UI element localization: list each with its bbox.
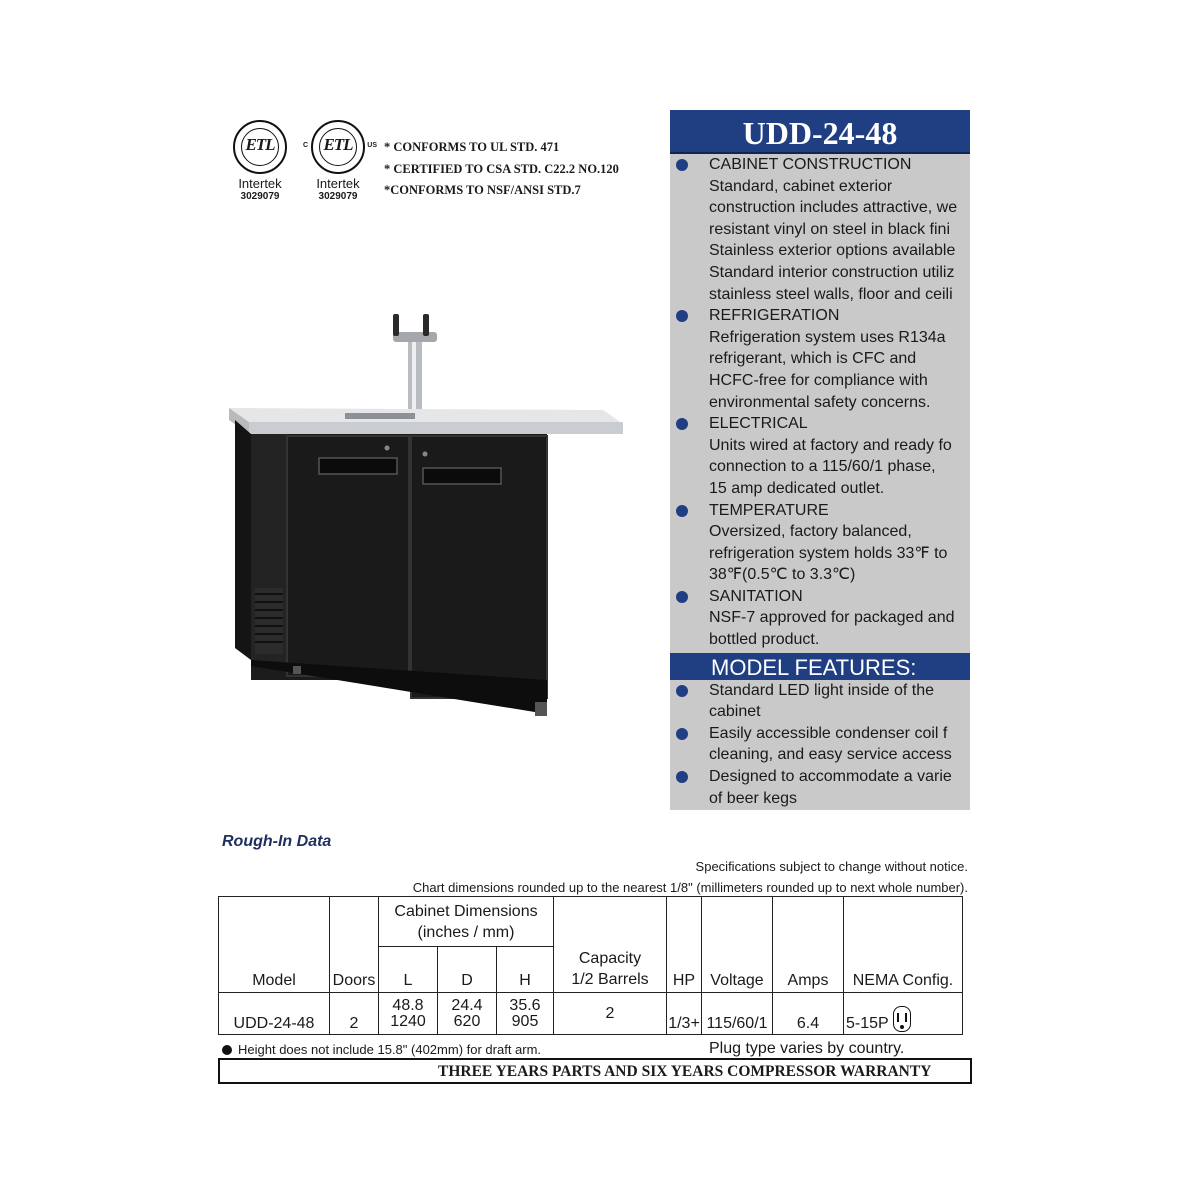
bullet-icon xyxy=(676,418,688,430)
height-note: Height does not include 15.8" (402mm) for draft arm. xyxy=(222,1042,541,1057)
feature-item: Standard LED light inside of the cabinet xyxy=(670,680,970,723)
plug-note: Plug type varies by country. xyxy=(709,1040,905,1057)
bullet-icon xyxy=(676,591,688,603)
etl-logo-sanitation xyxy=(230,120,290,202)
cert-line: * CERTIFIED TO CSA STD. C22.2 NO.120 xyxy=(384,161,619,176)
bullet-icon xyxy=(676,505,688,517)
spec-heading: CABINET CONSTRUCTION xyxy=(709,156,912,173)
rounding-notice: Chart dimensions rounded up to the nearest 1/8" (millimeters rounded up to next whole number). xyxy=(412,880,968,895)
bullet-icon xyxy=(676,159,688,171)
etl-mark-icon: ETL xyxy=(233,120,287,174)
cell-nema: 5-15P xyxy=(844,993,963,1035)
spec-section-temperature: TEMPERATURE Oversized, factory balanced, refrigeration system holds 33℉ to 38℉(0.5℃ to 3.3℃) xyxy=(670,500,970,586)
etl-mark-icon: C US ETL xyxy=(311,120,365,174)
spec-section-electrical: ELECTRICAL Units wired at factory and ready fo connection to a 115/60/1 phase, 15 amp dedicated outlet. xyxy=(670,413,970,499)
cert-line: * CONFORMS TO UL STD. 471 xyxy=(384,140,560,154)
dimensions-table xyxy=(218,896,963,1035)
cert-brand: Intertek xyxy=(238,176,282,191)
feature-item: Designed to accommodate a varie of beer kegs xyxy=(670,766,970,809)
col-header-h: H xyxy=(497,947,554,993)
cell-voltage: 115/60/1 xyxy=(702,993,773,1035)
spec-heading: ELECTRICAL xyxy=(709,415,808,433)
cell-h: 35.6 905 xyxy=(497,993,554,1035)
nema-plug-icon xyxy=(893,1006,911,1032)
cert-brand: Intertek xyxy=(316,176,360,191)
spec-section-sanitation: SANITATION NSF-7 approved for packaged and bottled product. xyxy=(670,586,970,651)
table-row xyxy=(219,993,963,1035)
cell-amps: 6.4 xyxy=(773,993,844,1035)
model-title: UDD-24-48 xyxy=(670,110,970,154)
spec-section-refrigeration: REFRIGERATION Refrigeration system uses R134a refrigerant, which is CFC and HCFC-free for compliance with environmental safety concerns. xyxy=(670,305,970,413)
cert-number: 3029079 xyxy=(318,191,358,202)
spec-section-cabinet: CABINET CONSTRUCTION Standard, cabinet exterior construction includes attractive, we resistant vinyl on steel in black fini Stainless exterior options available Standard interior construction utiliz stainless steel walls, floor and ceili xyxy=(670,154,970,305)
change-notice: Specifications subject to change without notice. xyxy=(695,859,968,874)
bullet-icon xyxy=(676,728,688,740)
cell-l: 48.8 1240 xyxy=(379,993,438,1035)
col-header-capacity: Capacity 1/2 Barrels xyxy=(554,897,667,993)
cell-model: UDD-24-48 xyxy=(219,993,330,1035)
etl-logo-listed xyxy=(303,120,377,202)
cell-doors: 2 xyxy=(330,993,379,1035)
spec-heading: SANITATION xyxy=(709,587,803,605)
bullet-icon xyxy=(676,685,688,697)
cell-d: 24.4 620 xyxy=(438,993,497,1035)
cell-hp: 1/3+ xyxy=(667,993,702,1035)
cert-line: *CONFORMS TO NSF/ANSI STD.7 xyxy=(384,183,581,197)
col-header-voltage: Voltage xyxy=(702,897,773,993)
feature-list xyxy=(670,680,970,810)
col-header-cabinet-dims: Cabinet Dimensions (inches / mm) xyxy=(379,897,554,947)
spec-heading: TEMPERATURE xyxy=(709,501,829,519)
col-header-nema: NEMA Config. xyxy=(844,897,963,993)
col-header-doors: Doors xyxy=(330,897,379,993)
warranty-banner: THREE YEARS PARTS AND SIX YEARS COMPRESSOR WARRANTY xyxy=(218,1058,972,1084)
col-header-d: D xyxy=(438,947,497,993)
cell-capacity: 2 xyxy=(554,993,667,1035)
product-image xyxy=(225,310,627,722)
col-header-l: L xyxy=(379,947,438,993)
feature-item: Easily accessible condenser coil f cleaning, and easy service access xyxy=(670,723,970,766)
spec-column xyxy=(670,110,970,810)
spec-heading: REFRIGERATION xyxy=(709,307,840,325)
cert-number: 3029079 xyxy=(240,191,280,202)
rough-in-title: Rough-In Data xyxy=(222,833,332,850)
cert-statements xyxy=(384,137,619,202)
bullet-icon xyxy=(676,771,688,783)
col-header-amps: Amps xyxy=(773,897,844,993)
col-header-model: Model xyxy=(219,897,330,993)
bullet-icon xyxy=(222,1045,232,1055)
spec-sections xyxy=(670,154,970,651)
features-heading: MODEL FEATURES: xyxy=(670,653,970,680)
col-header-hp: HP xyxy=(667,897,702,993)
bullet-icon xyxy=(676,310,688,322)
vent-grille-icon xyxy=(255,588,283,654)
